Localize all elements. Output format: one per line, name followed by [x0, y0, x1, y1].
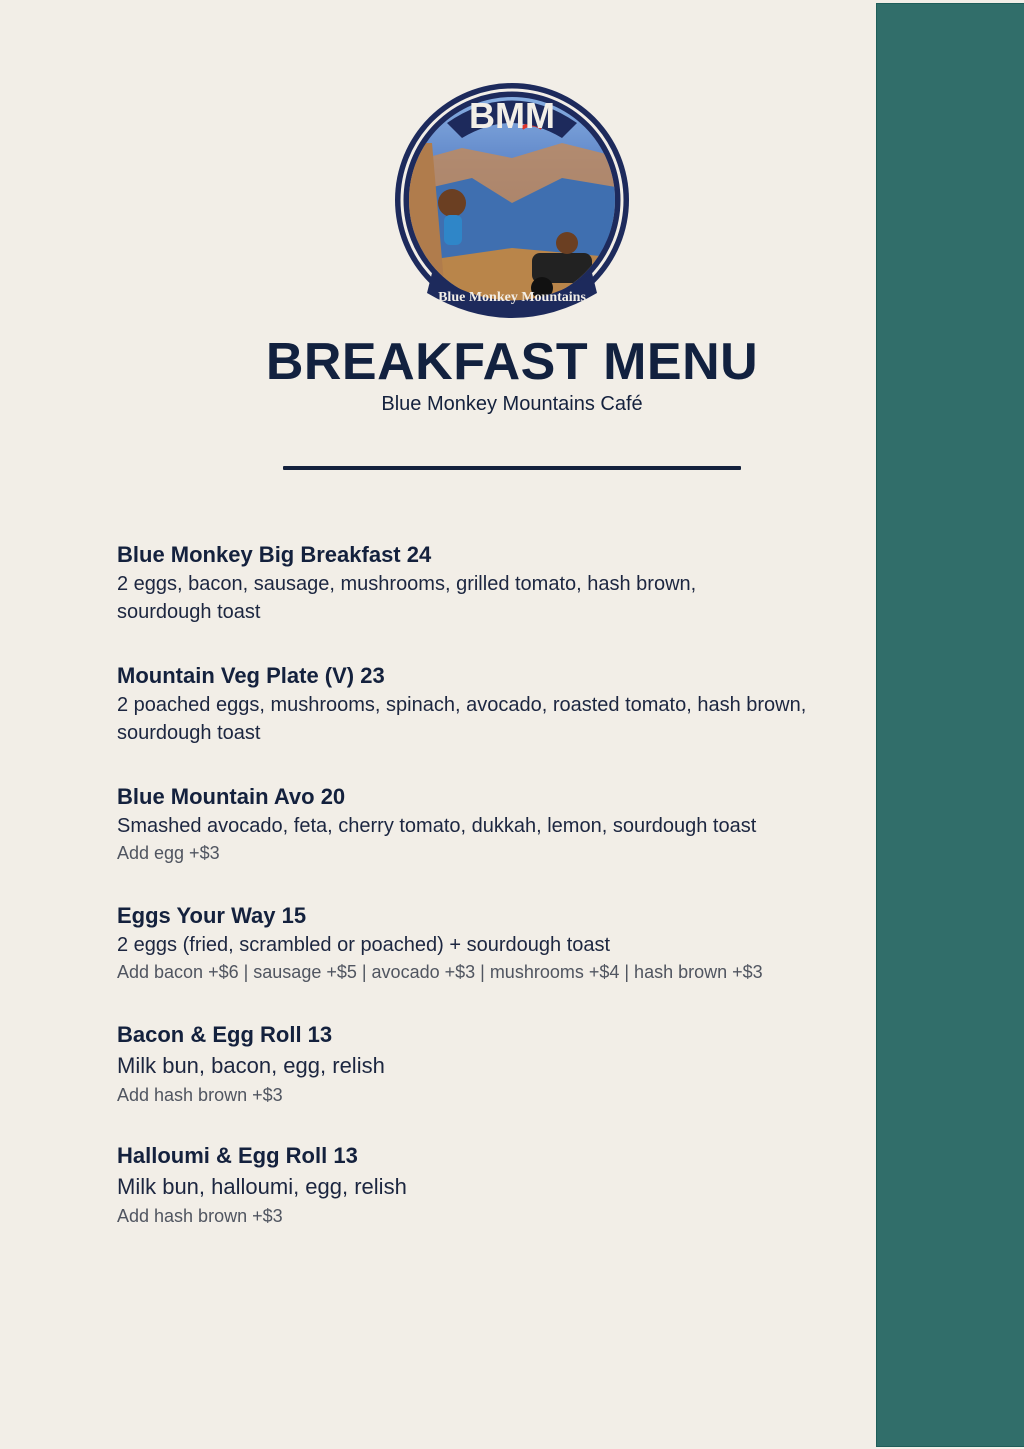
menu-item-description: Smashed avocado, feta, cherry tomato, dukkah, lemon, sourdough toast — [117, 815, 757, 837]
menu-item-name: Halloumi & Egg Roll 13 — [117, 1143, 358, 1168]
page-subtitle: Blue Monkey Mountains Café — [381, 393, 643, 415]
menu-item — [117, 782, 867, 866]
menu-item-name: Mountain Veg Plate (V) 23 — [117, 663, 385, 688]
title-divider — [283, 466, 741, 470]
menu-item — [117, 661, 867, 747]
bmm-logo — [392, 83, 632, 318]
menu-item-description: 2 eggs, bacon, sausage, mushrooms, grilled tomato, hash brown, sourdough toast — [117, 573, 697, 623]
svg-text:BMM: BMM — [469, 95, 555, 136]
menu-item-addon: Add bacon +$6 | sausage +$5 | avocado +$3 | mushrooms +$4 | hash brown +$3 — [117, 962, 763, 982]
menu-item-name: Bacon & Egg Roll 13 — [117, 1022, 333, 1047]
menu-item-name: Blue Monkey Big Breakfast 24 — [117, 542, 432, 567]
menu-item — [117, 540, 867, 626]
menu-item — [117, 1141, 867, 1229]
page-title: BREAKFAST MENU — [265, 333, 759, 391]
menu-item — [117, 901, 877, 985]
menu-item-description: 2 eggs (fried, scrambled or poached) + sourdough toast — [117, 934, 611, 956]
menu-item-addon: Add hash brown +$3 — [117, 1206, 283, 1226]
menu-item — [117, 1020, 867, 1108]
menu-item-description: Milk bun, bacon, egg, relish — [117, 1053, 385, 1078]
logo-badge-icon — [392, 83, 632, 318]
menu-item-name: Blue Mountain Avo 20 — [117, 784, 346, 809]
menu-item-name: Eggs Your Way 15 — [117, 903, 307, 928]
menu-item-addon: Add egg +$3 — [117, 843, 220, 863]
menu-item-addon: Add hash brown +$3 — [117, 1085, 283, 1105]
menu-item-description: Milk bun, halloumi, egg, relish — [117, 1174, 407, 1199]
teal-side-panel — [876, 3, 1024, 1447]
svg-text:Blue Monkey Mountains: Blue Monkey Mountains — [438, 290, 586, 305]
menu-item-description: 2 poached eggs, mushrooms, spinach, avocado, roasted tomato, hash brown, sourdough toast — [117, 694, 807, 744]
